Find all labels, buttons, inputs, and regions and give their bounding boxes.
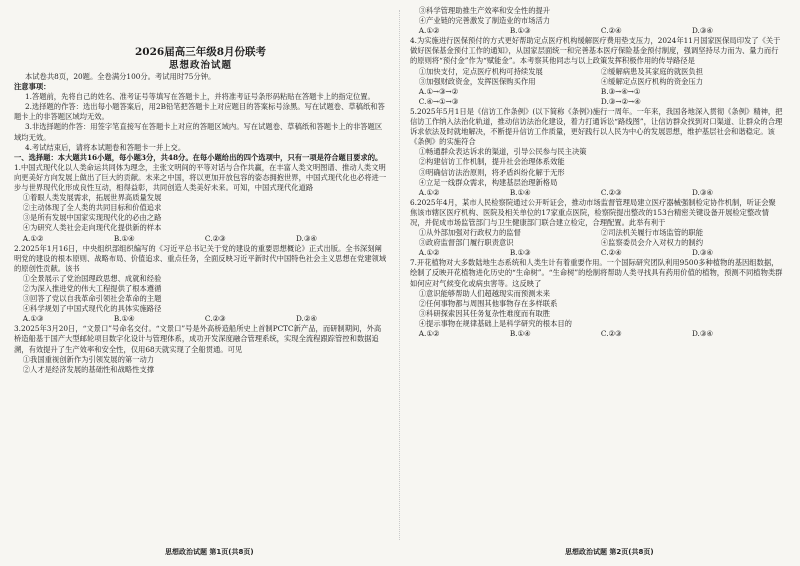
answer-d: D.③④ — [691, 26, 713, 36]
option: ②构建信访工作机制，提升社会治理体系效能 — [418, 157, 565, 167]
answer-d: D.③④ — [295, 233, 317, 243]
answer-a: A.①② — [418, 187, 440, 197]
answer-choices — [410, 329, 783, 339]
option: ③科研探索因其任务复杂性难度而有取胜 — [418, 308, 551, 318]
option-row — [410, 67, 783, 77]
answer-a: A.①② — [22, 233, 44, 243]
answer-d: D.②④ — [295, 314, 317, 324]
option: ①着眼人类发展需求，拓展世界高质量发展 — [22, 193, 162, 203]
answer-b: B.①④ — [509, 187, 531, 197]
answer-a: A.①② — [418, 329, 440, 338]
question-6-stem: 6.2025年4月，某市人民检察院通过公开听证会，推动市场监督管理局建立医疗器械强制检定协作机制，听证会聚焦该市辖区医疗机构、医院及相关单位的17家重点医院，检察院提出整改的153台精密关键设备开展检定整改情况，并促成市场监管部门与卫生健康部门联合建立检定，合理配置。此举有利于 — [410, 197, 776, 227]
answer-c: C.②③ — [600, 329, 622, 338]
section-heading: 一、选择题：本大题共16小题，每小题3分，共48分。在每小题给出的四个选项中，只有一项是符合题目要求的。 — [14, 152, 383, 162]
option: ④提示事物在规律基础上是科学研究的根本目的 — [418, 318, 572, 328]
answer-choices — [410, 87, 783, 97]
option-row — [410, 238, 783, 248]
note-item: 3.非选择题的作答：用签字笔直接写在答题卡上对应的答题区域内。写在试题卷、草稿纸和答题卡上的非答题区域均无效。 — [14, 122, 383, 142]
question-7-stem: 7.开花植物对大多数陆地生态系统和人类生计有着重要作用。一个国际研究团队利用9500多种植物的基因组数据，绘制了反映开花植物进化历史的“生命树”。“生命树”的绘制将帮助人类寻找具有药用价值的植物，预测不同植物类群如何应对气候变化或病虫害等。这反映了 — [410, 258, 783, 288]
answer-c: C.②③ — [600, 187, 622, 197]
page-footer-right: 思想政治试题 第2页(共8页) — [565, 548, 654, 556]
answer-choices — [410, 188, 783, 198]
answer-a: A.①② — [418, 26, 440, 36]
answer-choices — [14, 234, 387, 244]
answer-c: C.②③ — [204, 314, 226, 324]
option: ④缓解定点医疗机构的资金压力 — [600, 76, 704, 86]
question-2-stem: 2.2025年1月16日，中央组织部组织编写的《习近平总书记关于党的建设的重要思想概论》正式出版。全书深刻阐明党的建设的根本原则、战略布局、价值追求、重点任务，全面反映习近平新时代中国特色社会主义思想在党建领域的原创性贡献。该书 — [14, 243, 387, 273]
answer-a: A.①③ — [22, 314, 44, 324]
answer-choices — [14, 314, 387, 324]
answer-a: A.①② — [418, 248, 440, 258]
note-item: 4.考试结束后，请将本试题卷和答题卡一并上交。 — [24, 142, 186, 152]
option: ①畅通群众表达诉求的渠道，引导公民参与民主决策 — [418, 147, 587, 157]
option: ②人才是经济发展的基础性和战略性支撑 — [22, 364, 155, 374]
exam-title: 2026届高三年级8月份联考 — [134, 46, 267, 58]
option: ③科学管理助推生产效率和安全性的提升 — [418, 6, 551, 15]
answer-b: B.①④ — [113, 233, 135, 243]
exam-subtitle: 思想政治试题 — [168, 60, 232, 71]
option: ①意识能够帮助人们超越现实而预测未来 — [418, 288, 551, 298]
answer-b: B.①④ — [509, 329, 531, 338]
option: ④科学规划了中国式现代化的具体实施路径 — [22, 304, 162, 314]
answer-d: D.③④ — [691, 329, 713, 338]
notes-heading: 注意事项： — [14, 82, 51, 92]
exam-info: 本试卷共8页，20题。全卷满分100分。考试用时75分钟。 — [24, 72, 216, 81]
option: ①我国重视创新作为引领发展的第一动力 — [22, 354, 155, 364]
option: ④监察委员会介入对权力的制约 — [600, 238, 704, 248]
answer-b: B.①③ — [509, 248, 531, 258]
answer-d: D.③④ — [691, 187, 713, 197]
option: ②为深入推进党的伟大工程提供了根本遵循 — [22, 283, 162, 293]
answer-d: D.③→②→④ — [600, 96, 641, 106]
option: ③回答了党以自我革命引领社会革命的主题 — [22, 294, 162, 304]
option: ②任何事物都与周围其他事物存在多样联系 — [418, 298, 558, 308]
note-item: 1.答题前，先将自己的姓名、准考证号等填写在答题卡上，并将准考证号条形码粘贴在答题卡上的指定位置。 — [24, 92, 375, 102]
option: ②司法机关履行市场监管的职能 — [600, 228, 704, 238]
left-column — [14, 6, 387, 375]
option: ④产业链的完善激发了制造业的市场活力 — [418, 16, 551, 26]
right-column — [410, 6, 783, 339]
option: ①加快支付，定点医疗机构可持续发展 — [418, 66, 543, 76]
option: ②主动体现了全人类的共同目标和价值追求 — [22, 203, 162, 213]
option: ③加强财政资金，发挥医保购买作用 — [418, 76, 536, 86]
answer-b: B.①④ — [113, 314, 135, 324]
option: ③明确信访法治原则，将矛盾纠纷化解于无形 — [418, 167, 565, 177]
answer-choices — [410, 97, 783, 107]
option: ①全景展示了党治国理政思想、成就和经验 — [22, 273, 162, 283]
answer-b: B.③→④→① — [600, 86, 641, 96]
option-row — [410, 77, 783, 87]
note-item: 2.选择题的作答：选出每小题答案后，用2B铅笔把答题卡上对应题目的答案标号涂黑。写在试题卷、草稿纸和答题卡上的非答题区域均无效。 — [14, 102, 385, 122]
question-5-stem: 5.2025年5月1日是《信访工作条例》(以下简称《条例》)施行一周年。一年来，我国各地深入贯彻《条例》精神，把信访工作纳入法治化轨道，推动信访法治化建设，着力打通诉讼“路线图”，让信访群众找到对口渠道、让群众的合理诉求依法及时就地解决，不断提升信访工作质量，更好践行以人民为中心的发展思想，维护基层社会和谐稳定。该《条例》的实施符合 — [410, 106, 783, 147]
answer-choices — [410, 248, 783, 258]
page-divider — [399, 10, 400, 540]
question-1-stem: 1.中国式现代化以人类命运共同体为理念，主张文明间的平等对话与合作共赢，在丰富人类文明图谱、推动人类文明向更美好方向发展上做出了巨大的贡献。未来之中国，将以更加开放包容的姿态拥抱世界，中国式现代化也必将进一步与世界现代化形成良性互动，相得益彰，共同创造人类美好未来。可知，中国式现代化道路 — [14, 162, 387, 193]
option: ④立足一线群众需求，构建基层治理新格局 — [418, 177, 558, 187]
option-row — [410, 228, 783, 238]
option: ③是所有发展中国家实现现代化的必由之路 — [22, 213, 162, 223]
answer-c: C.②④ — [600, 26, 622, 36]
question-4-stem: 4.为实施进行医保预付的方式更好帮助定点医疗机构缓解医疗费用垫支压力，2024年11月国家医保局印发了《关于做好医保基金预付工作的通知》，从国家层面统一和完善基本医疗保险基金预付制度，强调坚持尽力而为、量力而行的原则将“预付金”作为“赋能金”。本考察其他同志与以上政策发挥积极作用的传导路径是 — [410, 36, 781, 66]
option: ④为研究人类社会走向现代化提供新的样本 — [22, 223, 162, 233]
question-3-stem: 3.2025年3月20日，“文景口”号命名交付。“文景口”号是外高桥造船所史上首制PCTC新产品，而研制期间，外高桥造船基于国产大型邮轮项目数字化设计与管理体系，成功开发深度融合管理系统，实现全流程跟踪管控和数据追溯，有效提升了生产效率和安全性，仅用68天就实现了全船贯通。可见 — [14, 324, 382, 354]
option: ②缓解病患及其家庭的就医负担 — [600, 66, 704, 76]
answer-choices — [410, 26, 783, 36]
answer-d: D.③④ — [691, 248, 713, 258]
answer-c: C.②④ — [600, 248, 622, 258]
answer-c: C.④→①→③ — [418, 96, 459, 106]
option: ①从外部加强对行政权力的监督 — [418, 228, 521, 238]
answer-b: B.①③ — [509, 26, 531, 36]
answer-a: A.①→③→② — [418, 86, 459, 96]
option: ③政府监督部门履行职责意识 — [418, 238, 514, 248]
answer-c: C.②③ — [204, 233, 226, 243]
page-footer-left: 思想政治试题 第1页(共8页) — [165, 548, 254, 556]
